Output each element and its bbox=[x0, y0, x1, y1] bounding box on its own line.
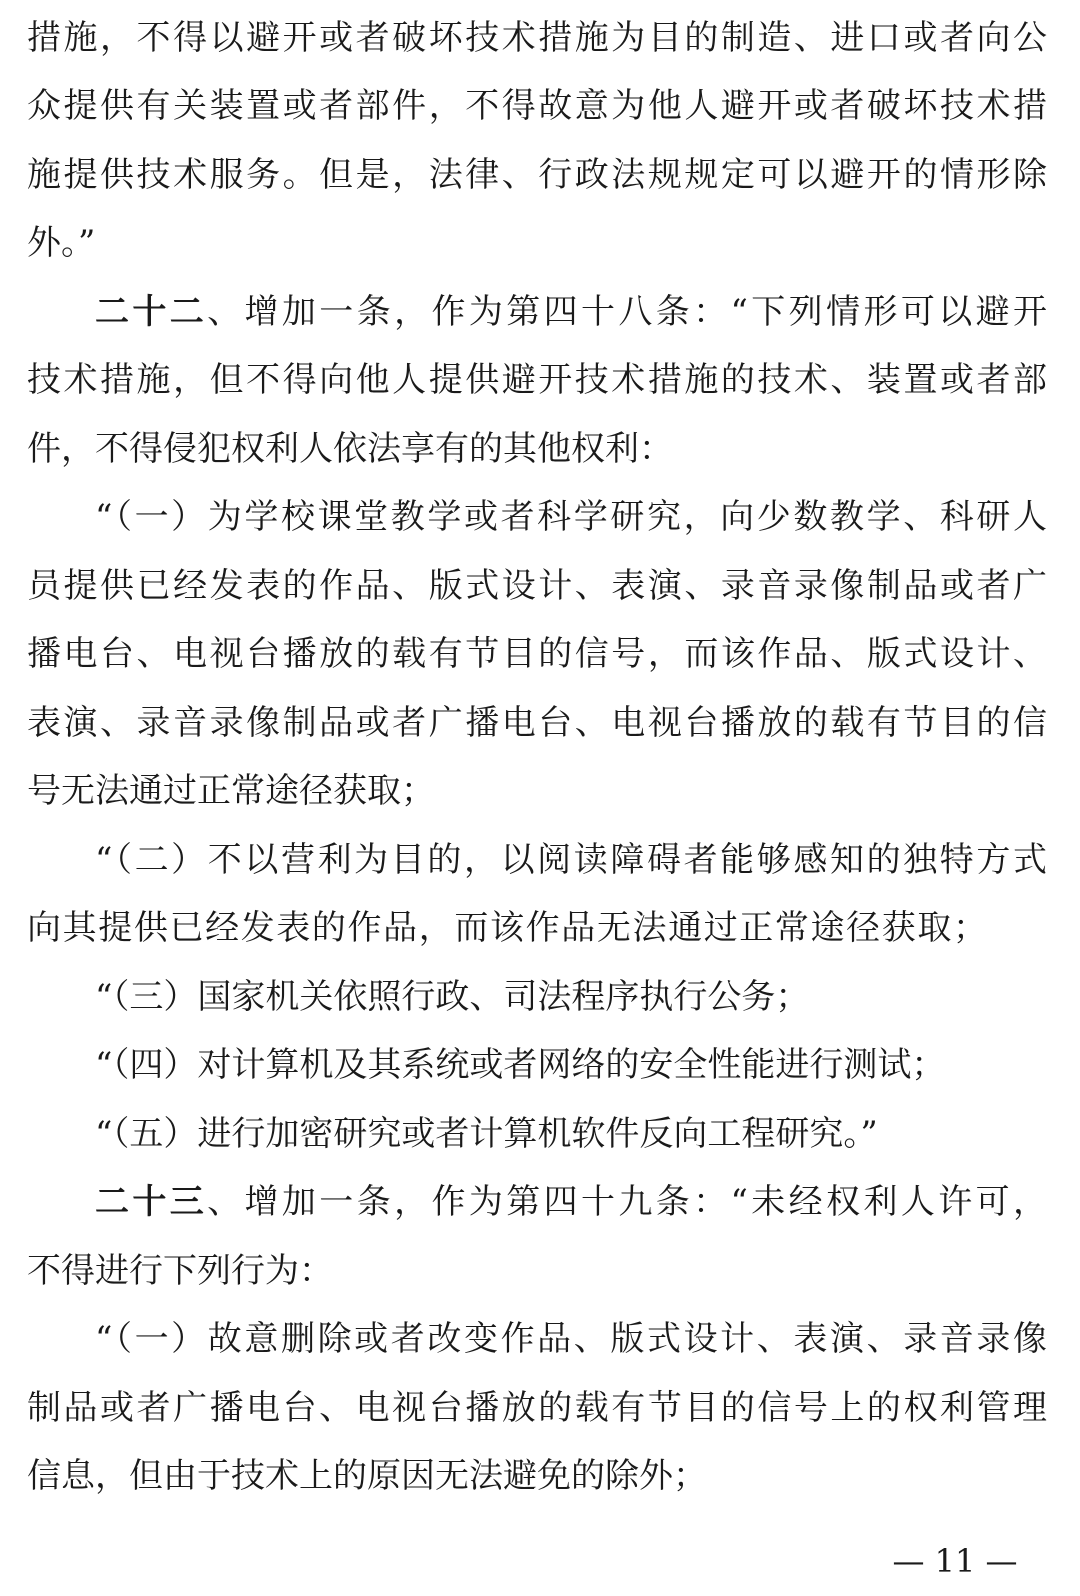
document-page bbox=[27, 0, 1047, 1596]
text-line-4: 外。” bbox=[27, 223, 96, 263]
item-2-line: “（二）不以营利为目的，以阅读障碍者能够感知的独特方式 bbox=[95, 840, 1047, 880]
text-line-7: 件，不得侵犯权利人依法享有的其他权利： bbox=[27, 429, 673, 469]
text-line-6: 技术措施，但不得向他人提供避开技术措施的技术、装置或者部 bbox=[27, 360, 1047, 400]
text-line-19: 不得进行下列行为： bbox=[27, 1251, 333, 1291]
text-line-2: 众提供有关装置或者部件，不得故意为他人避开或者破坏技术措 bbox=[27, 86, 1047, 126]
text-line-12: 号无法通过正常途径获取； bbox=[27, 771, 435, 811]
article-22-number: 二十二 bbox=[95, 292, 208, 332]
article-22-text: 、增加一条，作为第四十八条：“下列情形可以避开 bbox=[207, 292, 1047, 332]
text-line-21: 制品或者广播电台、电视台播放的载有节目的信号上的权利管理 bbox=[27, 1388, 1047, 1428]
item-1b-line: “（一）故意删除或者改变作品、版式设计、表演、录音录像 bbox=[95, 1319, 1047, 1359]
item-1-line: “（一）为学校课堂教学或者科学研究，向少数教学、科研人 bbox=[95, 497, 1047, 537]
article-22-heading-line bbox=[95, 282, 1047, 342]
text-line-10: 播电台、电视台播放的载有节目的信号，而该作品、版式设计、 bbox=[27, 634, 1047, 674]
text-line-14: 向其提供已经发表的作品，而该作品无法通过正常途径获取； bbox=[27, 908, 987, 948]
item-4-line: “（四）对计算机及其系统或者网络的安全性能进行测试； bbox=[95, 1045, 946, 1085]
text-line-9: 员提供已经发表的作品、版式设计、表演、录音录像制品或者广 bbox=[27, 566, 1047, 606]
item-3-line: “（三）国家机关依照行政、司法程序执行公务； bbox=[95, 977, 810, 1017]
text-line-1: 措施，不得以避开或者破坏技术措施为目的制造、进口或者向公 bbox=[27, 18, 1047, 58]
text-line-11: 表演、录音录像制品或者广播电台、电视台播放的载有节目的信 bbox=[27, 703, 1047, 743]
page-number: — 11 — bbox=[892, 1542, 1018, 1580]
article-23-number: 二十三 bbox=[95, 1182, 208, 1222]
article-23-heading-line bbox=[95, 1172, 1047, 1232]
text-line-3: 施提供技术服务。但是，法律、行政法规规定可以避开的情形除 bbox=[27, 155, 1047, 195]
article-23-text: 、增加一条，作为第四十九条：“未经权利人许可， bbox=[207, 1182, 1047, 1222]
item-5-line: “（五）进行加密研究或者计算机软件反向工程研究。” bbox=[95, 1114, 878, 1154]
text-line-22: 信息，但由于技术上的原因无法避免的除外； bbox=[27, 1456, 707, 1496]
